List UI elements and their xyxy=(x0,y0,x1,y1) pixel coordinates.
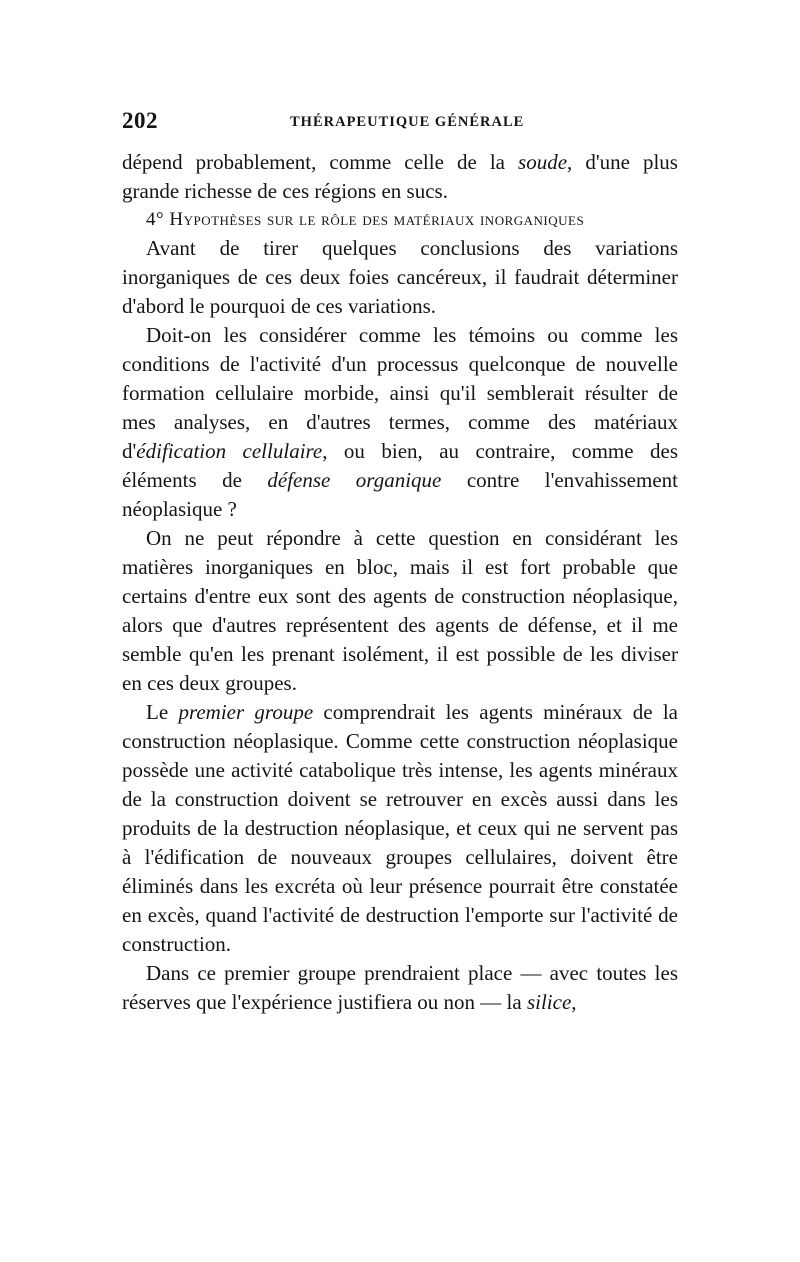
text-run: , d'une plus grande richesse de ces régions en sucs. xyxy=(122,150,678,203)
italic-term: silice xyxy=(526,990,572,1014)
running-head xyxy=(122,106,678,136)
italic-term: soude xyxy=(518,150,568,174)
section-title: Hypothèses sur le rôle des matériaux inorganiques xyxy=(169,209,585,230)
section-number: 4° xyxy=(146,209,170,230)
section-heading xyxy=(122,206,678,234)
paragraph xyxy=(122,959,678,1017)
paragraph: Avant de tirer quelques conclusions des variations inorganiques de ces deux foies cancéreux, il faudrait déterminer d'abord le pourquoi de ces variations. xyxy=(122,236,678,318)
italic-term: premier groupe xyxy=(178,700,314,724)
page-number: 202 xyxy=(122,108,158,133)
text-run: Doit-on les considérer comme les témoins ou comme les conditions de l'activité d'un processus quelconque de nouvelle formation cellulaire morbide, ainsi qu'il semblerait résulter de mes analyses, en d'autres termes, comme des matériaux d' xyxy=(122,323,678,463)
text-run: , ou bien, au contraire, comme des éléments de xyxy=(122,439,678,492)
text-run: comprendrait les agents minéraux de la construction néoplasique. Comme cette construction néoplasique possède une activité catabolique très intense, les agents minéraux de la construction doivent se retrouver en excès aussi dans les produits de la destruction néoplasique, et ceux qui ne servent pas à l'édification de nouveaux groupes cellulaires, doivent être éliminés dans les excréta où leur présence pourrait être constatée en excès, quand l'activité de destruction l'emporte sur l'activité de construction. xyxy=(122,700,679,956)
paragraph-continuation xyxy=(122,148,678,206)
text-run: dépend probablement, comme celle de la xyxy=(122,150,519,174)
italic-term: édification cellulaire xyxy=(136,439,323,463)
paragraph xyxy=(122,321,678,524)
text-run: , xyxy=(571,990,577,1014)
paragraph xyxy=(122,698,678,959)
italic-term: défense organique xyxy=(267,468,442,492)
paragraph: On ne peut répondre à cette question en considérant les matières inorganiques en bloc, mais il est fort probable que certains d'entre eux sont des agents de construction néoplasique, alors que d'autres représentent des agents de défense, et il me semble qu'en les prenant isolément, il est possible de les diviser en ces deux groupes. xyxy=(122,526,678,695)
text-run: Dans ce premier groupe prendraient place — avec toutes les réserves que l'expérience justifiera ou non — la xyxy=(122,961,678,1014)
text-run: Le xyxy=(146,700,179,724)
body-text xyxy=(122,148,678,1017)
book-page xyxy=(122,106,678,1017)
running-title: THÉRAPEUTIQUE GÉNÉRALE xyxy=(290,114,525,130)
text-run: contre l'envahissement néoplasique ? xyxy=(122,468,678,521)
